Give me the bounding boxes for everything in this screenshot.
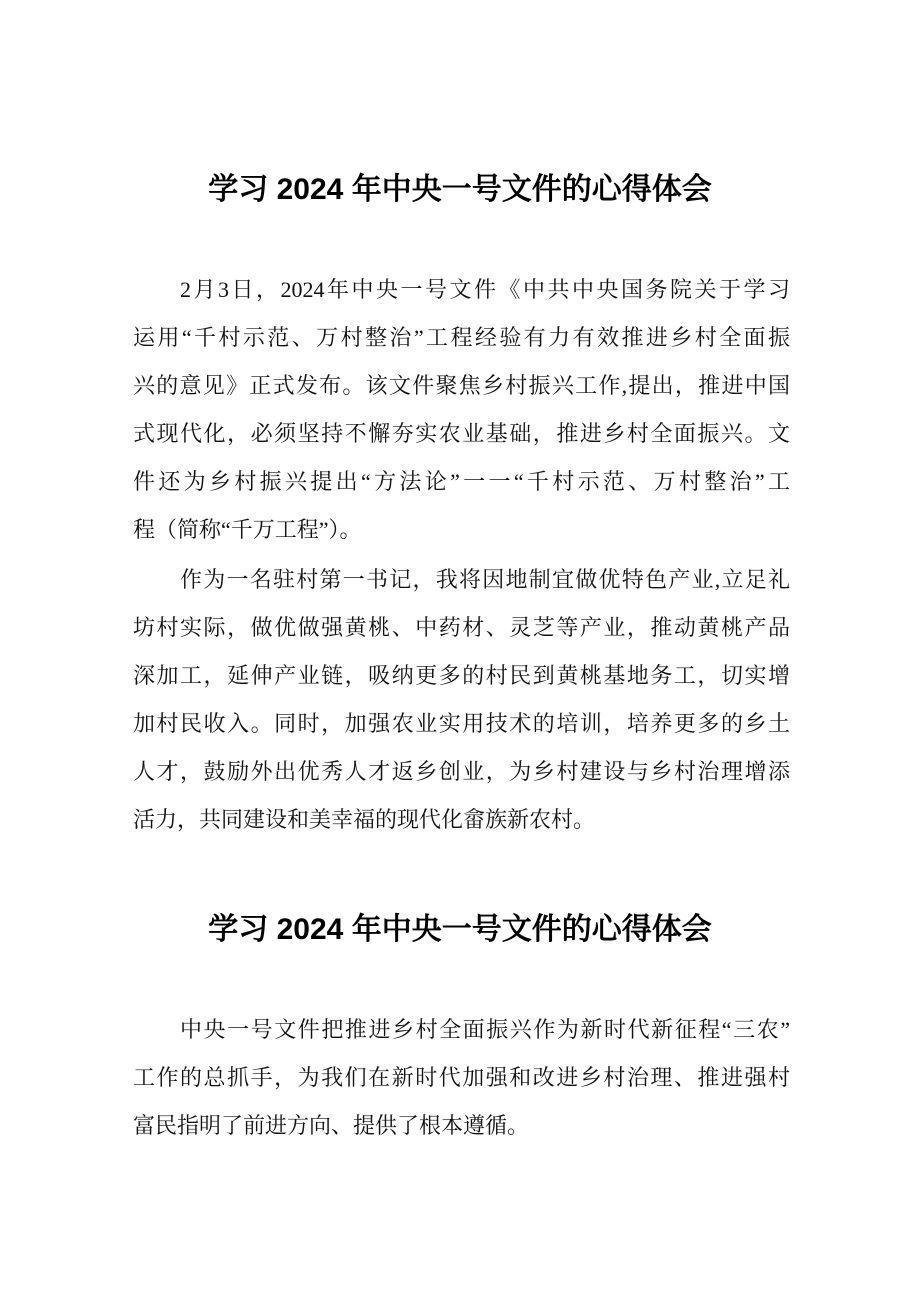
paragraph-line: 坊村实际，做优做强黄桃、中药材、灵芝等产业，推动黄桃产品	[133, 615, 790, 640]
paragraph-line: 工作的总抓手，为我们在新时代加强和改进乡村治理、推进强村	[133, 1065, 790, 1090]
paragraph-line: 活力，共同建设和美幸福的现代化畲族新农村。	[133, 807, 596, 832]
paragraph-line: 程（简称“千万工程”）。	[133, 517, 362, 542]
paragraph-line: 人才，鼓励外出优秀人才返乡创业，为乡村建设与乡村治理增添	[133, 759, 790, 784]
paragraph-line: 作为一名驻村第一书记，我将因地制宜做优特色产业,立足礼	[180, 567, 790, 592]
paragraph-line: 运用“千村示范、万村整治”工程经验有力有效推进乡村全面振	[133, 325, 790, 350]
paragraph	[133, 266, 790, 554]
paragraph-line: 富民指明了前进方向、提供了根本遵循。	[133, 1113, 530, 1138]
paragraph-line: 2月3日，2024年中央一号文件《中共中央国务院关于学习	[180, 277, 790, 302]
section-title: 学习 2024 年中央一号文件的心得体会	[208, 913, 712, 946]
paragraph-line: 深加工，延伸产业链，吸纳更多的村民到黄桃基地务工，切实增	[133, 663, 790, 688]
paragraph-line: 兴的意见》正式发布。该文件聚焦乡村振兴工作,提出，推进中国	[133, 373, 790, 398]
section-title: 学习 2024 年中央一号文件的心得体会	[208, 173, 712, 206]
paragraph-line: 加村民收入。同时，加强农业实用技术的培训，培养更多的乡土	[133, 711, 790, 736]
paragraph-line: 式现代化，必须坚持不懈夯实农业基础，推进乡村全面振兴。文	[133, 421, 790, 446]
paragraph-line: 件还为乡村振兴提出“方法论”一一“千村示范、万村整治”工	[133, 469, 790, 494]
paragraph	[133, 1006, 790, 1150]
paragraph	[133, 556, 790, 844]
paragraph-line: 中央一号文件把推进乡村全面振兴作为新时代新征程“三农”	[180, 1017, 790, 1042]
